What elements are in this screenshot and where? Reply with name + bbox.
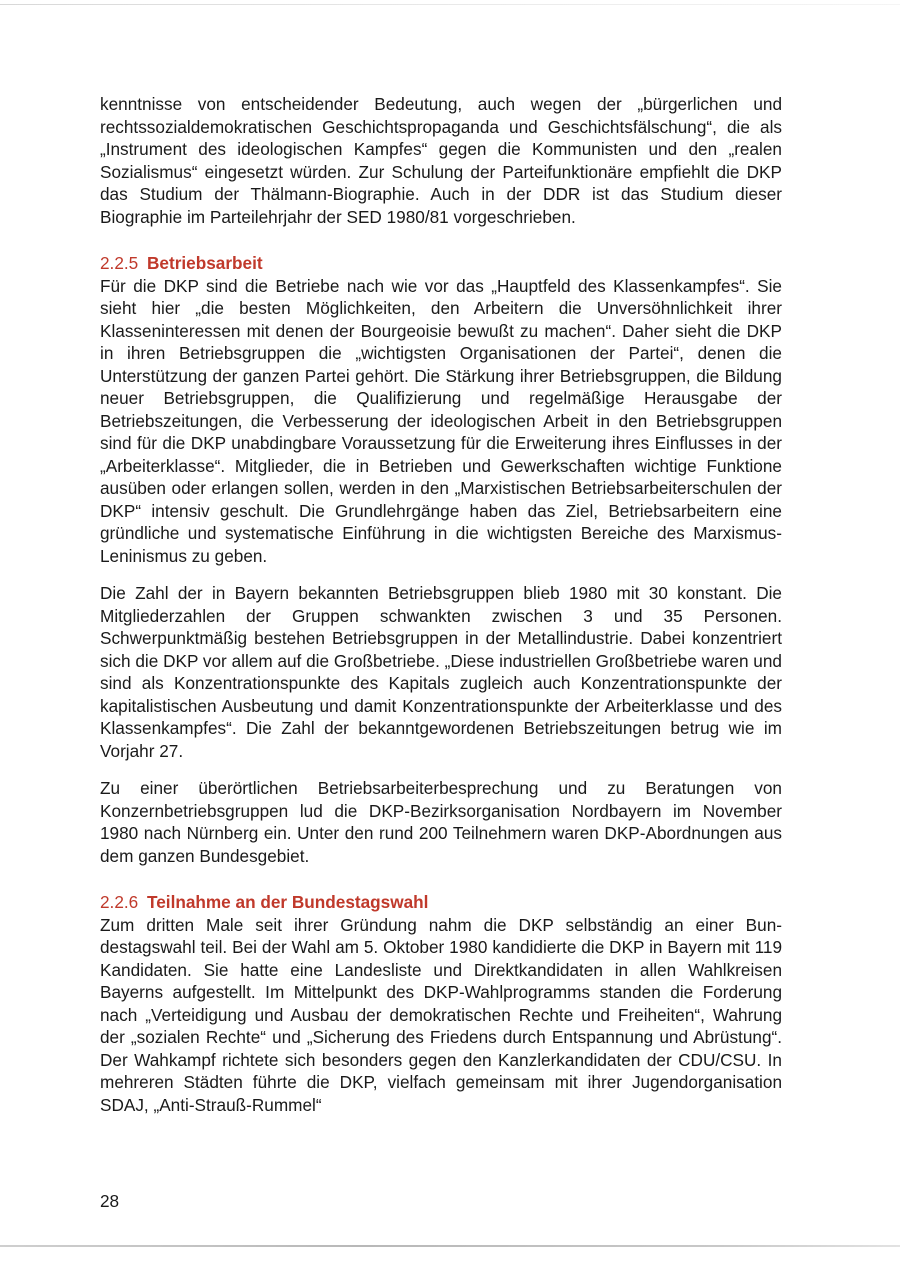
top-edge-rule [0,4,900,5]
section-number: 2.2.6 [100,892,139,912]
section-heading-betriebsarbeit [100,252,782,275]
page-content [100,93,782,1131]
paragraph-thaelmann-biography: kenntnisse von entscheidender Bedeutung, auch wegen der „bürgerlichen und rechtssozialdemokratischen Geschichtspropaganda und Geschichtsfälschung“, die als „Instrument des ideologischen Kampfes“ gegen die Kommunisten und den „realen Sozialismus“ eingesetzt würden. Zur Schulung der Parteifunktionäre empfiehlt die DKP das Studium der Thälmann-Biographie. Auch in der DDR ist das Studium dieser Biographie im Parteilehrjahr der SED 1980/81 vorgeschrieben. [100,94,782,227]
section-number: 2.2.5 [100,253,139,273]
section-title: Betriebsarbeit [147,253,263,273]
section-heading-bundestagswahl [100,891,782,914]
page-number: 28 [100,1191,120,1211]
section-title: Teilnahme an der Bundestagswahl [147,892,429,912]
paragraph-betriebsarbeiterbesprechung: Zu einer überörtlichen Betriebsarbeiterbesprechung und zu Beratungen von Konzernbetriebsgruppen lud die DKP-Bezirksorganisation Nordbayern im November 1980 nach Nürnberg ein. Unter den rund 200 Teilnehmern waren DKP-Abordnungen aus dem ganzen Bundesgebiet. [100,778,782,866]
paragraph-bundestagswahl: Zum dritten Male seit ihrer Gründung nahm die DKP selbständig an einer Bundestagswahl teil. Bei der Wahl am 5. Oktober 1980 kandidierte die DKP in Bayern mit 119 Kandidaten. Sie hatte eine Landesliste und Direktkandidaten in allen Wahlkreisen Bayerns aufgestellt. Im Mittelpunkt des DKP-Wahlprogramms standen die Forderung nach „Verteidigung und Ausbau der demokratischen Rechte und Freiheiten“, Wahrung der „sozialen Rechte“ und „Sicherung des Friedens durch Entspannung und Abrüstung“. Der Wahkampf richtete sich besonders gegen den Kanzlerkandidaten der CDU/CSU. In mehreren Städten führte die DKP, vielfach gemeinsam mit ihrer Jugendorganisation SDAJ, „Anti-Strauß-Rummel“ [100,914,782,1115]
paragraph-betriebsgruppen-bayern: Die Zahl der in Bayern bekannten Betriebsgruppen blieb 1980 mit 30 konstant. Die Mitgliederzahlen der Gruppen schwankten zwischen 3 und 35 Personen. Schwerpunktmäßig bestehen Betriebsgruppen in der Metallindustrie. Dabei konzentriert sich die DKP vor allem auf die Großbetriebe. „Diese industriellen Großbetriebe waren und sind als Konzentrationspunkte des Kapitals zugleich auch Konzentrationspunkte der kapitalistischen Ausbeutung und damit Konzentrationspunkte der Arbeiterklasse und des Klassenkampfes“. Die Zahl der bekanntgewordenen Betriebszeitungen betrug wie im Vorjahr 27. [100,583,782,761]
paragraph-betriebsarbeit-intro: Für die DKP sind die Betriebe nach wie vor das „Hauptfeld des Klassenkampfes“. Sie sieht hier „die besten Möglichkeiten, den Arbeitern die Unversöhnlichkeit ihrer Klasseninteressen mit denen der Bourgeoisie bewußt zu machen“. Daher sieht die DKP in ihren Betriebsgruppen die „wichtigsten Organisationen der Partei“, denen die Unterstützung der ganzen Partei gehört. Die Stärkung ihrer Betriebsgruppen, die Bildung neuer Betriebsgruppen, die Qualifizierung und regelmäßige Herausgabe der Betriebszeitungen, die Verbesserung der ideologischen Arbeit in den Betriebsgruppen sind für die DKP unabdingbare Voraussetzung für die Erweiterung ihres Einflusses in der „Arbeiterklasse“. Mitglieder, die in Betrieben und Gewerkschaften wichtige Funktione ausüben oder erlangen sollen, werden in den „Marxistischen Betriebsarbeiterschulen der DKP“ intensiv geschult. Die Grundlehrgänge haben das Ziel, Betriebsarbeitern eine gründliche und systematische Einführung in die wichtigsten Bereiche des Marxismus-Leninismus zu geben. [100,275,782,566]
bottom-edge-rule [0,1245,900,1247]
